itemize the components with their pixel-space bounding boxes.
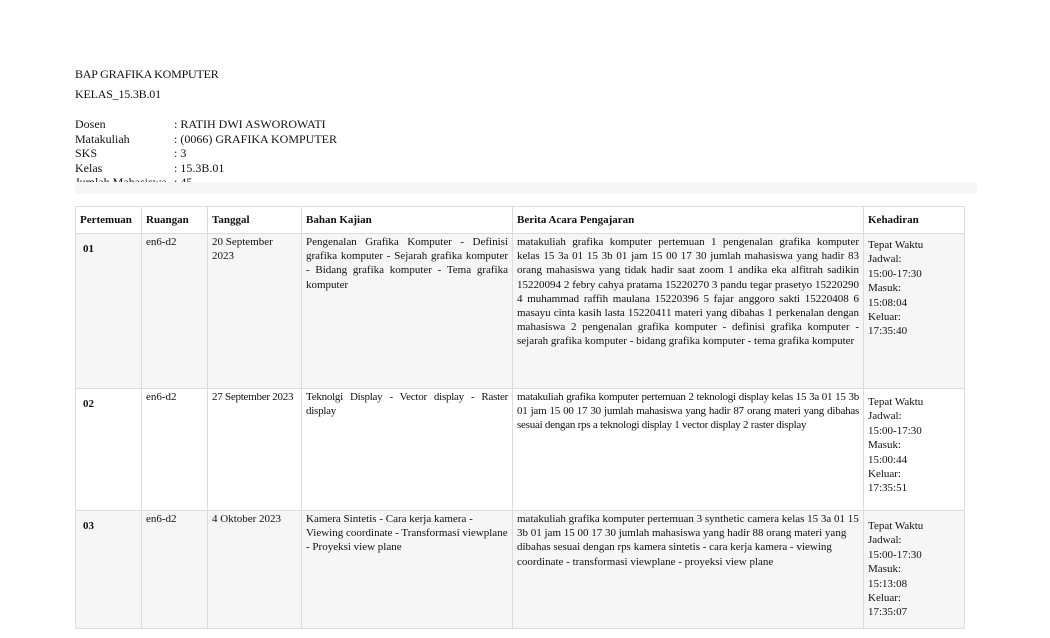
kehadiran-masuk-label: Masuk: [868,563,901,576]
kehadiran-keluar: 17:35:07 [868,606,908,619]
info-row-matakuliah [75,132,337,147]
kehadiran-keluar-label: Keluar: [868,468,901,481]
kehadiran-masuk: 15:13:08 [868,577,908,590]
kehadiran-jadwal-label: Jadwal: [868,253,902,266]
table-header-row [76,207,965,234]
col-header-kehadiran: Kehadiran [864,207,965,234]
cell-berita-acara: matakuliah grafika komputer pertemuan 2 teknologi display kelas 15 3a 01 15 3b 01 jam 15 00 17 30 jumlah mahasiswa yang hadir 87 orang materi yang dibahas sesuai dengan rps a teknologi display 1 vector display 2 raster display [513,389,864,511]
cell-tanggal: 4 Oktober 2023 [208,511,302,629]
info-value: : (0066) GRAFIKA KOMPUTER [174,131,338,146]
class-code: KELAS_15.3B.01 [75,87,161,101]
kehadiran-jadwal-label: Jadwal: [868,410,902,423]
col-header-pertemuan: Pertemuan [76,207,142,234]
info-row-dosen [75,117,337,132]
kehadiran-status: Tepat Waktu [868,239,924,251]
kehadiran-jadwal: 15:00-17:30 [868,548,922,561]
cell-berita-acara: matakuliah grafika komputer pertemuan 1 pengenalan grafika komputer kelas 15 3a 01 15 3b 01 jam 15 00 17 30 jumlah mahasiswa yang hadir 83 orang mahasiswa yang tidak hadir saat zoom 1 andika eka alfitrah sadikin 15220094 2 febry cahya pratama 15220270 3 pandu tegar prasetyo 15220290 4 muhammad raffih maulana 15220396 5 fajar anggoro sakti 15220408 6 masayu cinta kasih lasta 15220411 materi yang dibahas 1 perkenalan dengan mahasiswa 2 pengenalan grafika komputer - definisi grafika komputer - sejarah grafika komputer - bidang grafika komputer - tema grafika komputer [513,234,864,389]
kehadiran-jadwal-label: Jadwal: [868,534,902,547]
document-header [75,64,219,104]
cell-pertemuan: 03 [76,511,142,629]
cell-kehadiran [864,234,965,389]
info-label: Kelas [75,160,103,175]
col-header-ruangan: Ruangan [142,207,208,234]
kehadiran-keluar: 17:35:40 [868,325,908,338]
info-row-kelas [75,161,337,176]
cell-kehadiran [864,389,965,511]
cell-bahan-kajian: Kamera Sintetis - Cara kerja kamera - Viewing coordinate - Transformasi viewplane - Proyeksi view plane [302,511,513,629]
info-label: Matakuliah [75,131,130,146]
table-row [76,389,965,511]
attendance-table [75,206,965,629]
cell-ruangan: en6-d2 [142,511,208,629]
course-info [75,117,337,190]
document-title: BAP GRAFIKA KOMPUTER [75,67,219,81]
kehadiran-masuk-label: Masuk: [868,439,901,452]
kehadiran-masuk: 15:00:44 [868,453,908,466]
kehadiran-keluar: 17:35:51 [868,482,908,495]
cell-pertemuan: 01 [76,234,142,389]
table-row [76,234,965,389]
kehadiran-masuk-label: Masuk: [868,282,901,295]
cell-tanggal: 20 September 2023 [208,234,302,389]
kehadiran-status: Tepat Waktu [868,396,924,408]
separator-band [75,182,977,194]
cell-bahan-kajian: Teknolgi Display - Vector display - Raster display [302,389,513,511]
kehadiran-masuk: 15:08:04 [868,296,908,309]
cell-kehadiran [864,511,965,629]
col-header-berita-acara: Berita Acara Pengajaran [513,207,864,234]
cell-berita-acara: matakuliah grafika komputer pertemuan 3 synthetic camera kelas 15 3a 01 15 3b 01 jam 15 00 17 30 jumlah mahasiswa yang hadir 88 orang materi yang dibahas sesuai dengan rps kamera sintetis - cara kerja kamera - viewing coordinate - transformasi viewplane - proyeksi view plane [513,511,864,629]
table-row [76,511,965,629]
info-label: SKS [75,146,98,161]
info-value: : 15.3B.01 [174,160,225,175]
kehadiran-jadwal: 15:00-17:30 [868,267,922,280]
kehadiran-keluar-label: Keluar: [868,311,901,324]
info-value: : 3 [174,146,187,161]
kehadiran-status: Tepat Waktu [868,520,924,532]
info-label: Dosen [75,117,106,131]
cell-pertemuan: 02 [76,389,142,511]
cell-tanggal: 27 September 2023 [208,389,302,511]
info-row-sks [75,146,337,161]
info-value: : RATIH DWI ASWOROWATI [174,117,326,131]
cell-ruangan: en6-d2 [142,234,208,389]
kehadiran-jadwal: 15:00-17:30 [868,424,922,437]
col-header-tanggal: Tanggal [208,207,302,234]
kehadiran-keluar-label: Keluar: [868,592,901,605]
col-header-bahan-kajian: Bahan Kajian [302,207,513,234]
cell-bahan-kajian: Pengenalan Grafika Komputer - Definisi grafika komputer - Sejarah grafika komputer - Bidang grafika komputer - Tema grafika komputer [302,234,513,389]
cell-ruangan: en6-d2 [142,389,208,511]
